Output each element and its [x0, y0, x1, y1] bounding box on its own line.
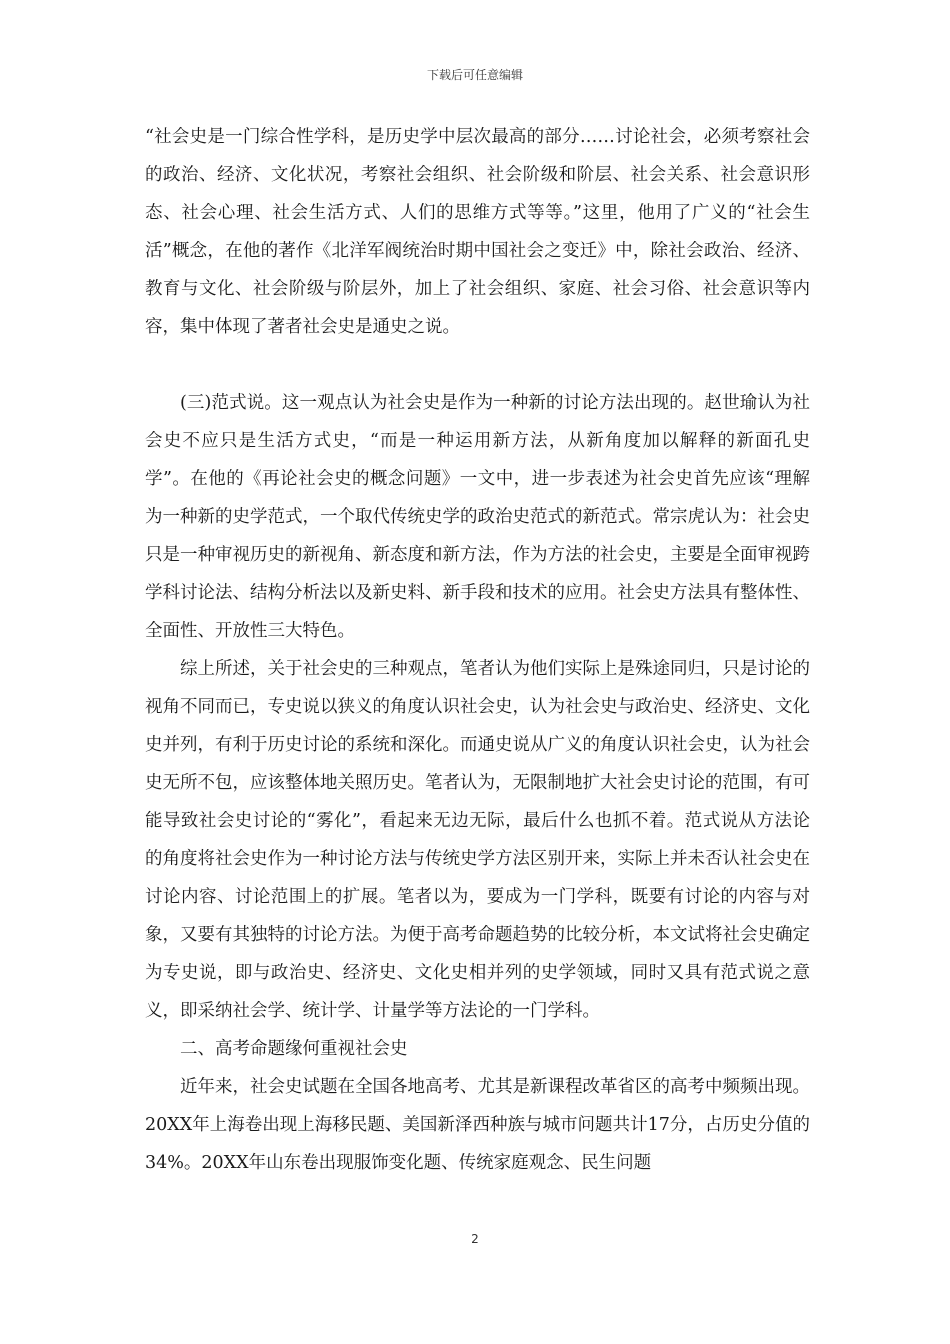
paragraph-paradigm-view: (三)范式说。这一观点认为社会史是作为一种新的讨论方法出现的。赵世瑜认为社会史不应只是生活方式史，“而是一种运用新方法，从新角度加以解释的新面孔史学”。在他的《再论社会史的概念问题》一文中，进一步表述为社会史首先应该“理解为一种新的史学范式，一个取代传统史学的政治史范式的新范式。常宗虎认为：社会史只是一种审视历史的新视角、新态度和新方法，作为方法的社会史，主要是全面审视跨学科讨论法、结构分析法以及新史料、新手段和技术的应用。社会史方法具有整体性、全面性、开放性三大特色。 — [145, 393, 810, 641]
document-body — [145, 118, 810, 1182]
paragraph-social-history-definition: “社会史是一门综合性学科，是历史学中层次最高的部分……讨论社会，必须考察社会的政治、经济、文化状况，考察社会组织、社会阶级和阶层、社会关系、社会意识形态、社会心理、社会生活方式、人们的思维方式等等。”这里，他用了广义的“社会生活”概念，在他的著作《北洋军阀统治时期中国社会之变迁》中，除社会政治、经济、教育与文化、社会阶级与阶层外，加上了社会组织、家庭、社会习俗、社会意识等内容，集中体现了著者社会史是通史之说。 — [145, 127, 810, 337]
section-heading-2: 二、高考命题缘何重视社会史 — [180, 1039, 408, 1059]
page-number: 2 — [471, 1232, 479, 1246]
paragraph-summary: 综上所述，关于社会史的三种观点，笔者认为他们实际上是殊途同归，只是讨论的视角不同而已，专史说以狭义的角度认识社会史，认为社会史与政治史、经济史、文化史并列，有利于历史讨论的系统和深化。而通史说从广义的角度认识社会史，认为社会史无所不包，应该整体地关照历史。笔者认为，无限制地扩大社会史讨论的范围，有可能导致社会史讨论的“雾化”，看起来无边无际，最后什么也抓不着。范式说从方法论的角度将社会史作为一种讨论方法与传统史学方法区别开来，实际上并未否认社会史在讨论内容、讨论范围上的扩展。笔者以为，要成为一门学科，既要有讨论的内容与对象，又要有其独特的讨论方法。为便于高考命题趋势的比较分析，本文试将社会史确定为专史说，即与政治史、经济史、文化史相并列的史学领域，同时又具有范式说之意义，即采纳社会学、统计学、计量学等方法论的一门学科。 — [145, 659, 810, 1021]
page-header-note: 下载后可任意编辑 — [426, 68, 523, 82]
paragraph-recent-exams: 近年来，社会史试题在全国各地高考、尤其是新课程改革省区的高考中频频出现。20XX年上海卷出现上海移民题、美国新泽西种族与城市问题共计17分，占历史分值的34%。20XX年山东卷出现服饰变化题、传统家庭观念、民生问题 — [145, 1077, 810, 1173]
